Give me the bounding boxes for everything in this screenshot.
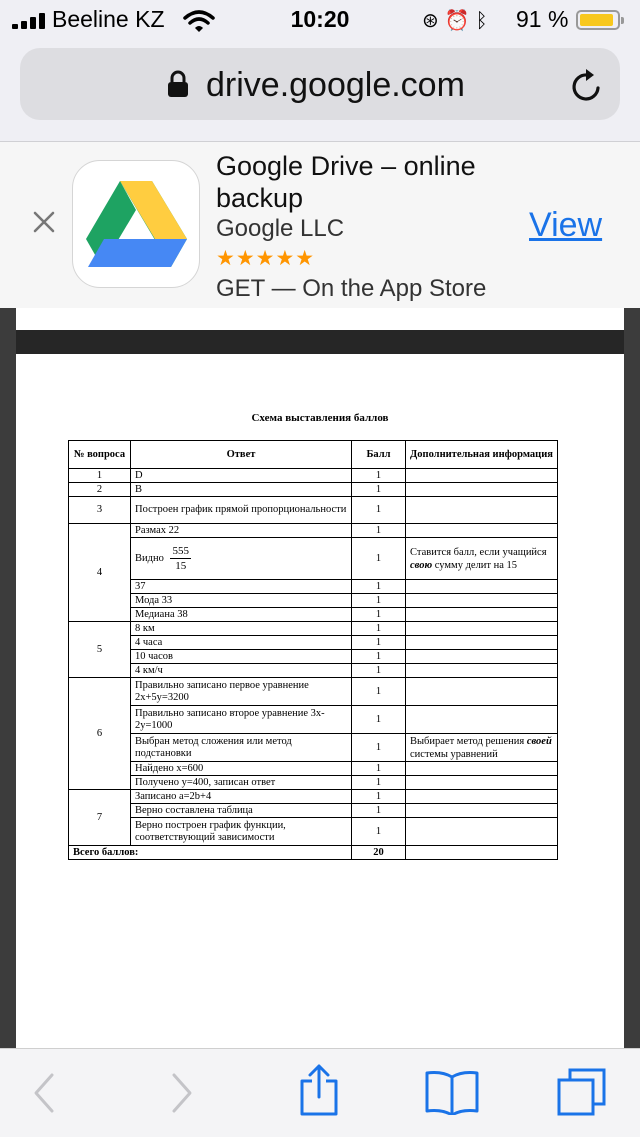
info-cell [406, 762, 558, 776]
info-cell [406, 608, 558, 622]
table-row [69, 678, 558, 706]
view-button[interactable]: View [529, 206, 603, 244]
reload-icon[interactable] [571, 68, 603, 102]
info-cell [406, 580, 558, 594]
score-cell: 1 [352, 790, 406, 804]
score-cell: 1 [352, 664, 406, 678]
total-value: 20 [352, 846, 406, 860]
orientation-lock-icon: ⊛ [422, 10, 445, 32]
score-cell: 1 [352, 469, 406, 483]
info-cell [406, 790, 558, 804]
table-row [69, 636, 558, 650]
score-cell: 1 [352, 636, 406, 650]
info-emphasis: своей [526, 735, 552, 747]
answer-cell: Верно построен график функции, соответствующий зависимости [131, 818, 352, 846]
info-cell [406, 706, 558, 734]
info-text: сумму делит на 15 [432, 559, 518, 571]
table-row [69, 497, 558, 524]
info-cell [406, 469, 558, 483]
header-answer: Ответ [131, 441, 352, 469]
score-cell: 1 [352, 524, 406, 538]
score-table [68, 440, 558, 860]
score-cell: 1 [352, 483, 406, 497]
document-title: Схема выставления баллов [251, 412, 389, 424]
document-page [16, 354, 624, 1048]
info-cell [406, 818, 558, 846]
document-viewer[interactable] [0, 308, 640, 1048]
answer-prefix: Видно [135, 552, 164, 564]
answer-cell: 8 км [131, 622, 352, 636]
answer-cell: Размах 22 [131, 524, 352, 538]
table-row [69, 664, 558, 678]
score-cell: 1 [352, 706, 406, 734]
battery-icon [576, 10, 620, 30]
score-cell: 1 [352, 608, 406, 622]
header-question: № вопроса [69, 441, 131, 469]
answer-cell: Построен график прямой пропорциональности [131, 497, 352, 524]
browser-address-area [0, 40, 640, 142]
carrier-name: Beeline KZ [52, 6, 165, 32]
info-cell [406, 497, 558, 524]
table-row [69, 650, 558, 664]
info-cell [406, 804, 558, 818]
table-row [69, 622, 558, 636]
question-number: 2 [69, 483, 131, 497]
fraction-numerator: 555 [172, 545, 189, 557]
table-row [69, 818, 558, 846]
table-row [69, 483, 558, 497]
info-cell [406, 650, 558, 664]
answer-cell: 10 часов [131, 650, 352, 664]
table-row [69, 608, 558, 622]
info-cell [406, 846, 558, 860]
answer-cell: Медиана 38 [131, 608, 352, 622]
back-icon[interactable] [30, 1071, 58, 1115]
google-drive-logo-icon [73, 161, 199, 287]
score-cell: 1 [352, 594, 406, 608]
previous-page-edge [16, 308, 624, 330]
share-icon[interactable] [298, 1063, 340, 1117]
rating-stars: ★★★★★ [216, 247, 316, 270]
score-cell: 1 [352, 776, 406, 790]
page-gap [16, 330, 624, 354]
table-row [69, 790, 558, 804]
answer-cell: 4 км/ч [131, 664, 352, 678]
table-row [69, 706, 558, 734]
info-cell [406, 483, 558, 497]
info-cell [406, 622, 558, 636]
app-icon[interactable] [72, 160, 200, 288]
answer-cell: Мода 33 [131, 594, 352, 608]
total-row [69, 846, 558, 860]
drive-logo-blue [88, 239, 187, 267]
answer-cell: 4 часа [131, 636, 352, 650]
info-cell [406, 524, 558, 538]
address-bar[interactable] [20, 48, 620, 120]
fraction-denominator: 15 [175, 560, 187, 572]
alarm-icon: ⏰ [444, 10, 476, 32]
close-icon[interactable] [32, 210, 56, 234]
question-number: 3 [69, 497, 131, 524]
score-cell: 1 [352, 818, 406, 846]
score-cell: 1 [352, 734, 406, 762]
score-cell: 1 [352, 762, 406, 776]
info-cell [406, 538, 558, 580]
total-label: Всего баллов: [69, 846, 352, 860]
answer-cell: B [131, 483, 352, 497]
info-cell [406, 636, 558, 650]
browser-toolbar [0, 1048, 640, 1137]
app-developer: Google LLC [216, 215, 345, 242]
question-number: 7 [69, 790, 131, 846]
score-cell: 1 [352, 580, 406, 594]
question-number: 6 [69, 678, 131, 790]
answer-cell: Выбран метод сложения или метод подстановки [131, 734, 352, 762]
table-row [69, 538, 558, 580]
answer-cell: 37 [131, 580, 352, 594]
question-number: 4 [69, 524, 131, 622]
question-number: 1 [69, 469, 131, 483]
table-header-row [69, 441, 558, 469]
answer-cell: Найдено x=600 [131, 762, 352, 776]
info-cell [406, 678, 558, 706]
info-cell [406, 776, 558, 790]
store-text: GET — On the App Store [216, 275, 487, 302]
answer-cell: Правильно записано второе уравнение 3x-2y=1000 [131, 706, 352, 734]
table-row [69, 580, 558, 594]
info-cell [406, 734, 558, 762]
answer-cell: Записано a=2b+4 [131, 790, 352, 804]
clock: 10:20 [290, 6, 350, 32]
answer-cell: Получено y=400, записан ответ [131, 776, 352, 790]
score-cell: 1 [352, 622, 406, 636]
bluetooth-icon: ᛒ [475, 10, 494, 32]
score-cell: 1 [352, 804, 406, 818]
lock-icon [167, 70, 189, 98]
header-score: Балл [352, 441, 406, 469]
info-text: системы уравнений [410, 748, 498, 760]
table-row [69, 524, 558, 538]
url-text[interactable]: drive.google.com [206, 66, 465, 104]
answer-cell: D [131, 469, 352, 483]
status-icons [422, 8, 494, 33]
info-text: Ставится балл, если учащийся [410, 546, 547, 558]
info-emphasis: свою [410, 559, 433, 571]
table-row [69, 594, 558, 608]
score-cell: 1 [352, 497, 406, 524]
answer-cell: Верно составлена таблица [131, 804, 352, 818]
answer-cell: Правильно записано первое уравнение 2x+5y=3200 [131, 678, 352, 706]
info-text: Выбирает метод решения [410, 735, 527, 747]
header-info: Дополнительная информация [406, 441, 558, 469]
battery-nub [621, 17, 624, 24]
info-cell [406, 594, 558, 608]
smart-app-banner [0, 142, 640, 309]
score-cell: 1 [352, 650, 406, 664]
bookmarks-icon[interactable] [424, 1069, 480, 1115]
tabs-icon[interactable] [556, 1067, 608, 1117]
table-row [69, 734, 558, 762]
question-number: 5 [69, 622, 131, 678]
forward-icon[interactable] [168, 1071, 196, 1115]
answer-cell [131, 538, 352, 580]
app-name: Google Drive – online backup [216, 151, 476, 213]
fraction [170, 544, 191, 573]
score-cell: 1 [352, 538, 406, 580]
table-row [69, 804, 558, 818]
info-cell [406, 664, 558, 678]
table-row [69, 469, 558, 483]
score-cell: 1 [352, 678, 406, 706]
status-bar [0, 0, 640, 40]
battery-percent: 91 % [516, 6, 569, 32]
table-row [69, 762, 558, 776]
battery-fill [580, 14, 613, 26]
table-row [69, 776, 558, 790]
